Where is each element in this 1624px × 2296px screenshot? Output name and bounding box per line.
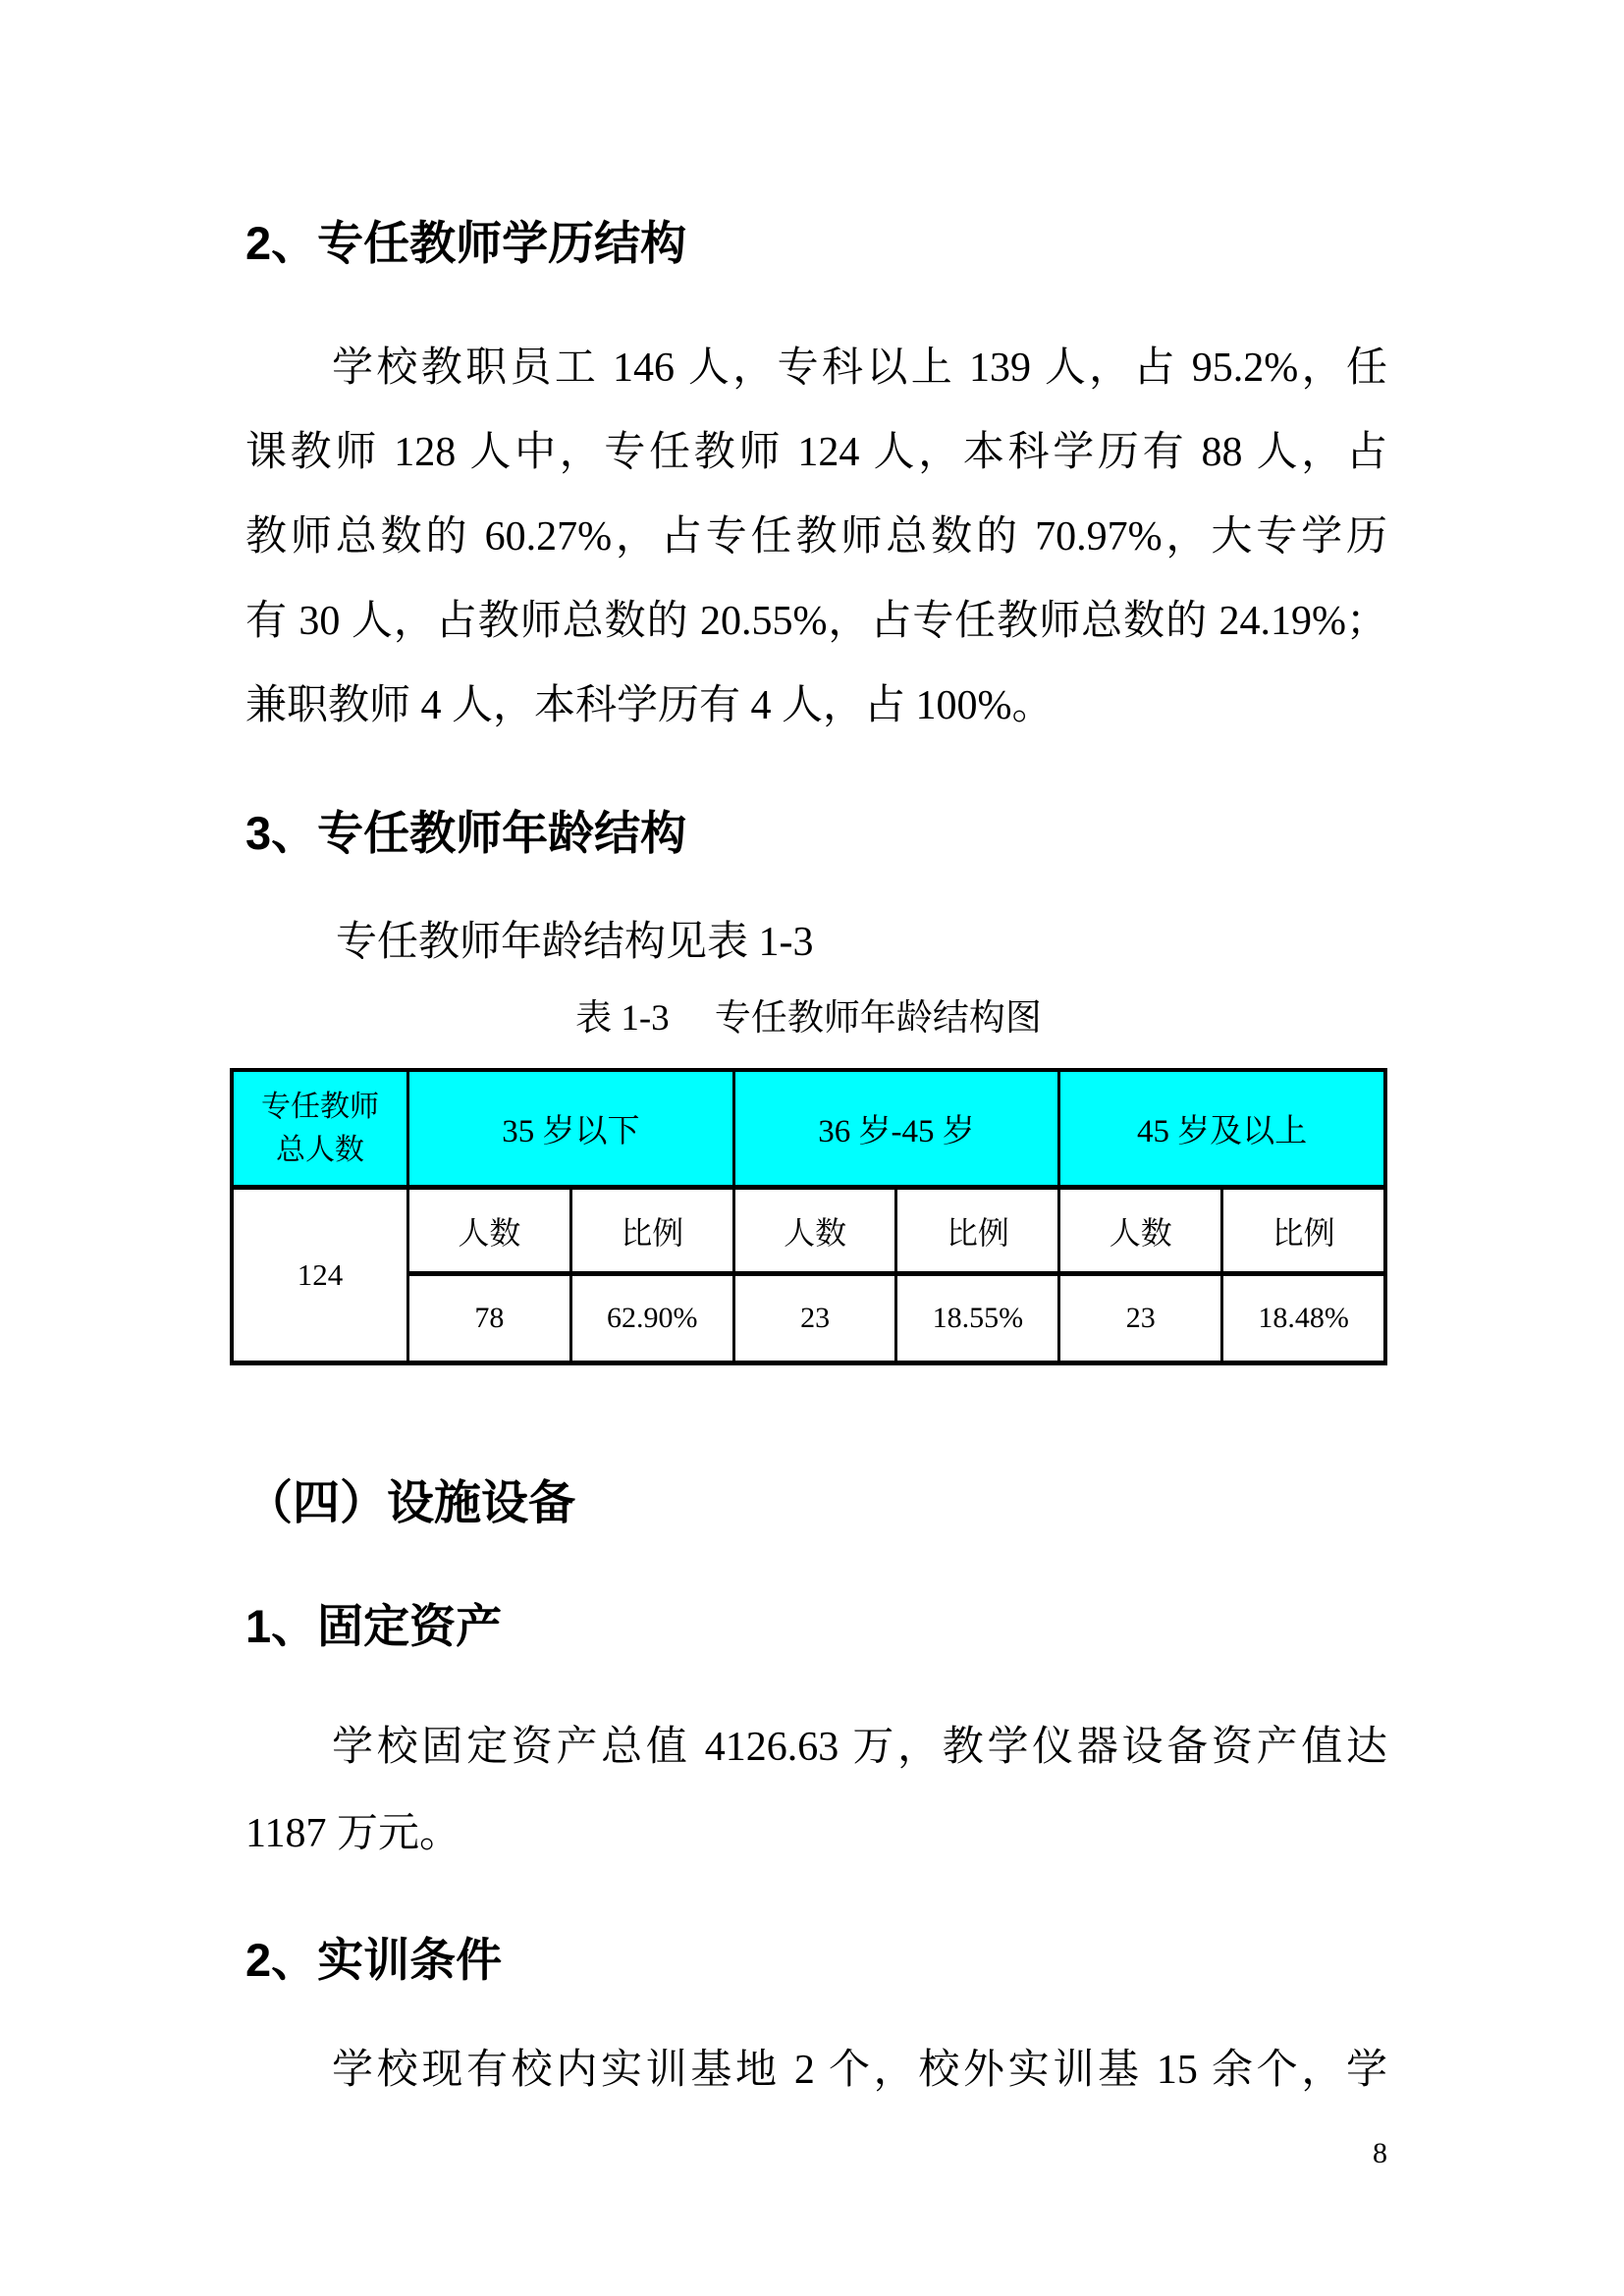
table-caption: 表 1-3 专任教师年龄结构图 [575,998,1042,1039]
section-4-heading: （四）设施设备 [245,1477,576,1529]
section-4-2-paragraph [245,2028,1387,2112]
table-header-group-over45: 45 岁及以上 [1057,1072,1383,1190]
table-cell-value: 78 [406,1276,569,1361]
table-subheader-ratio: 比例 [569,1190,732,1276]
section-3-heading: 3、专任教师年龄结构 [245,807,687,859]
section-2-paragraph [245,326,1387,748]
table-header-group-36to45: 36 岁-45 岁 [732,1072,1058,1190]
table-cell-total-count: 124 [297,1257,344,1292]
paragraph-line: 学校教职员工 146 人，专科以上 139 人，占 95.2%，任 [332,346,1387,391]
table-subheader-ratio: 比例 [894,1190,1057,1276]
table-reference-line: 专任教师年龄结构见表 1-3 [336,920,814,965]
table-cell-value: 23 [1057,1276,1220,1361]
paragraph-line: 兼职教师 4 人，本科学历有 4 人，占 100%。 [245,683,1054,728]
page-number: 8 [1373,2137,1387,2169]
table-header-total-line1: 专任教师 [261,1090,379,1123]
table-cell-value: 62.90% [569,1276,732,1361]
table-subheader-count: 人数 [406,1190,569,1276]
section-2-heading: 2、专任教师学历结构 [245,217,687,269]
table-subheader-count: 人数 [732,1190,895,1276]
table-cell-value: 18.55% [894,1276,1057,1361]
section-4-1-paragraph [245,1704,1387,1877]
table-header-total [234,1072,406,1190]
paragraph-line: 学校固定资产总值 4126.63 万，教学仪器设备资产值达 [332,1725,1387,1770]
paragraph-line: 有 30 人，占教师总数的 20.55%，占专任教师总数的 24.19%； [245,599,1387,644]
paragraph-line: 教师总数的 60.27%，占专任教师总数的 70.97%，大专学历 [245,514,1387,560]
table-cell-value: 18.48% [1220,1276,1383,1361]
paragraph-line: 学校现有校内实训基地 2 个，校外实训基 15 余个，学 [332,2048,1387,2093]
section-4-2-heading: 2、实训条件 [245,1934,503,1986]
section-4-1-heading: 1、固定资产 [245,1600,503,1652]
age-structure-table [230,1068,1387,1365]
paragraph-line: 1187 万元。 [245,1811,460,1856]
table-header-group-under35: 35 岁以下 [406,1072,732,1190]
table-cell-value: 23 [732,1276,895,1361]
paragraph-line: 课教师 128 人中，专任教师 124 人，本科学历有 88 人，占 [245,430,1387,475]
table-subheader-count: 人数 [1057,1190,1220,1276]
table-subheader-ratio: 比例 [1220,1190,1383,1276]
table-header-total-line2: 总人数 [276,1133,364,1166]
